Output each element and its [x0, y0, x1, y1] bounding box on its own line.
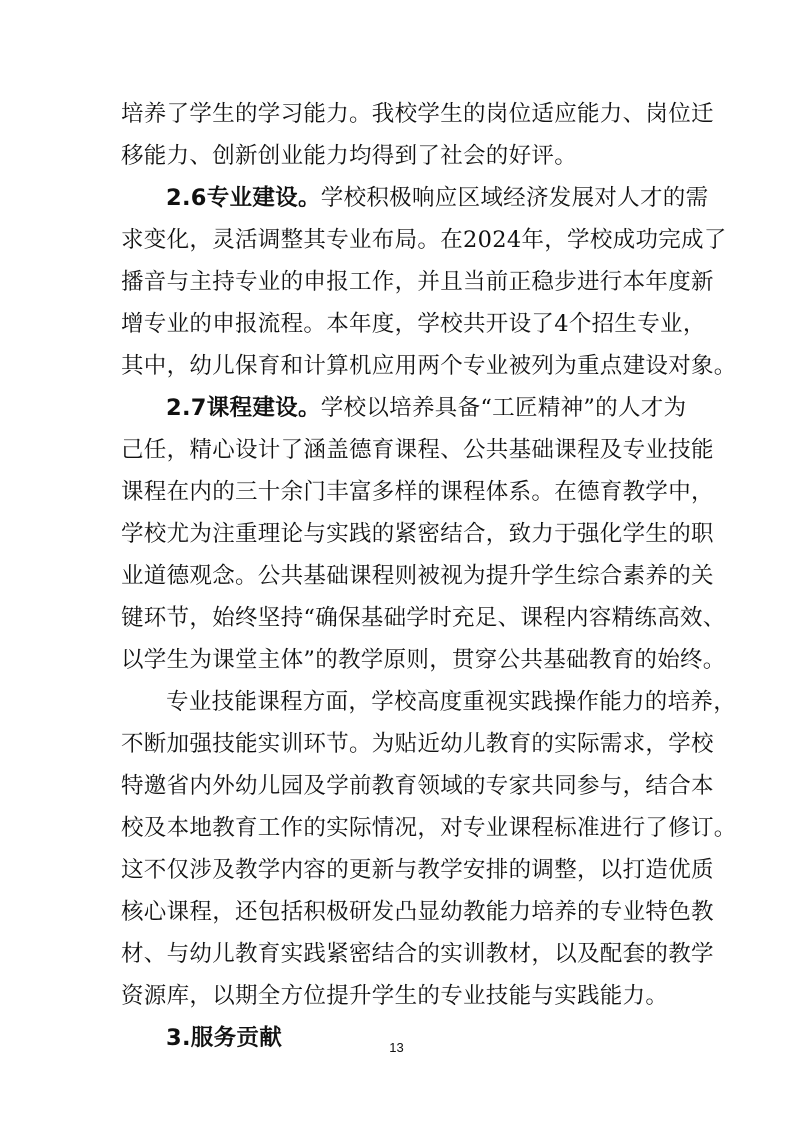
section-2-7-title: 2.7课程建设。 [166, 395, 321, 421]
body-line: 求变化，灵活调整其专业布局。在2024年，学校成功完成了 [121, 227, 727, 253]
body-line: 学校尤为注重理论与实践的紧密结合，致力于强化学生的职 [121, 521, 714, 547]
body-line: 不断加强技能实训环节。为贴近幼儿教育的实际需求，学校 [121, 731, 714, 757]
body-line: 键环节，始终坚持“确保基础学时充足、课程内容精练高效、 [121, 605, 726, 631]
section-3-heading: 3.服务贡献 [166, 1025, 283, 1051]
body-line: 核心课程，还包括积极研发凸显幼教能力培养的专业特色教 [121, 899, 714, 925]
section-2-6-text: 学校积极响应区域经济发展对人才的需 [320, 185, 709, 211]
section-2-6-title: 2.6专业建设。 [166, 185, 321, 211]
body-line: 校及本地教育工作的实际情况，对专业课程标准进行了修订。 [121, 815, 737, 841]
body-line: 课程在内的三十余门丰富多样的课程体系。在德育教学中， [121, 479, 714, 505]
body-line: 特邀省内外幼儿园及学前教育领域的专家共同参与，结合本 [121, 773, 714, 799]
body-line: 专业技能课程方面，学校高度重视实践操作能力的培养， [166, 689, 737, 715]
body-line: 移能力、创新创业能力均得到了社会的好评。 [121, 143, 578, 169]
section-2-7-paragraph-start [166, 394, 686, 422]
body-line: 己任，精心设计了涵盖德育课程、公共基础课程及专业技能 [121, 437, 714, 463]
body-line: 业道德观念。公共基础课程则被视为提升学生综合素养的关 [121, 563, 714, 589]
body-line: 材、与幼儿教育实践紧密结合的实训教材，以及配套的教学 [121, 941, 714, 967]
page-number: 13 [389, 1040, 404, 1055]
body-line: 培养了学生的学习能力。我校学生的岗位适应能力、岗位迁 [121, 101, 714, 127]
body-line: 这不仅涉及教学内容的更新与教学安排的调整，以打造优质 [121, 857, 714, 883]
body-line: 增专业的申报流程。本年度，学校共开设了4个招生专业， [121, 311, 706, 337]
body-line: 播音与主持专业的申报工作，并且当前正稳步进行本年度新 [121, 269, 714, 295]
section-2-7-text: 学校以培养具备“工匠精神”的人才为 [320, 395, 687, 421]
body-line: 资源库，以期全方位提升学生的专业技能与实践能力。 [121, 983, 669, 1009]
body-line: 其中，幼儿保育和计算机应用两个专业被列为重点建设对象。 [121, 353, 737, 379]
body-line: 以学生为课堂主体”的教学原则，贯穿公共基础教育的始终。 [121, 647, 726, 673]
section-2-6-paragraph-start [166, 184, 708, 212]
